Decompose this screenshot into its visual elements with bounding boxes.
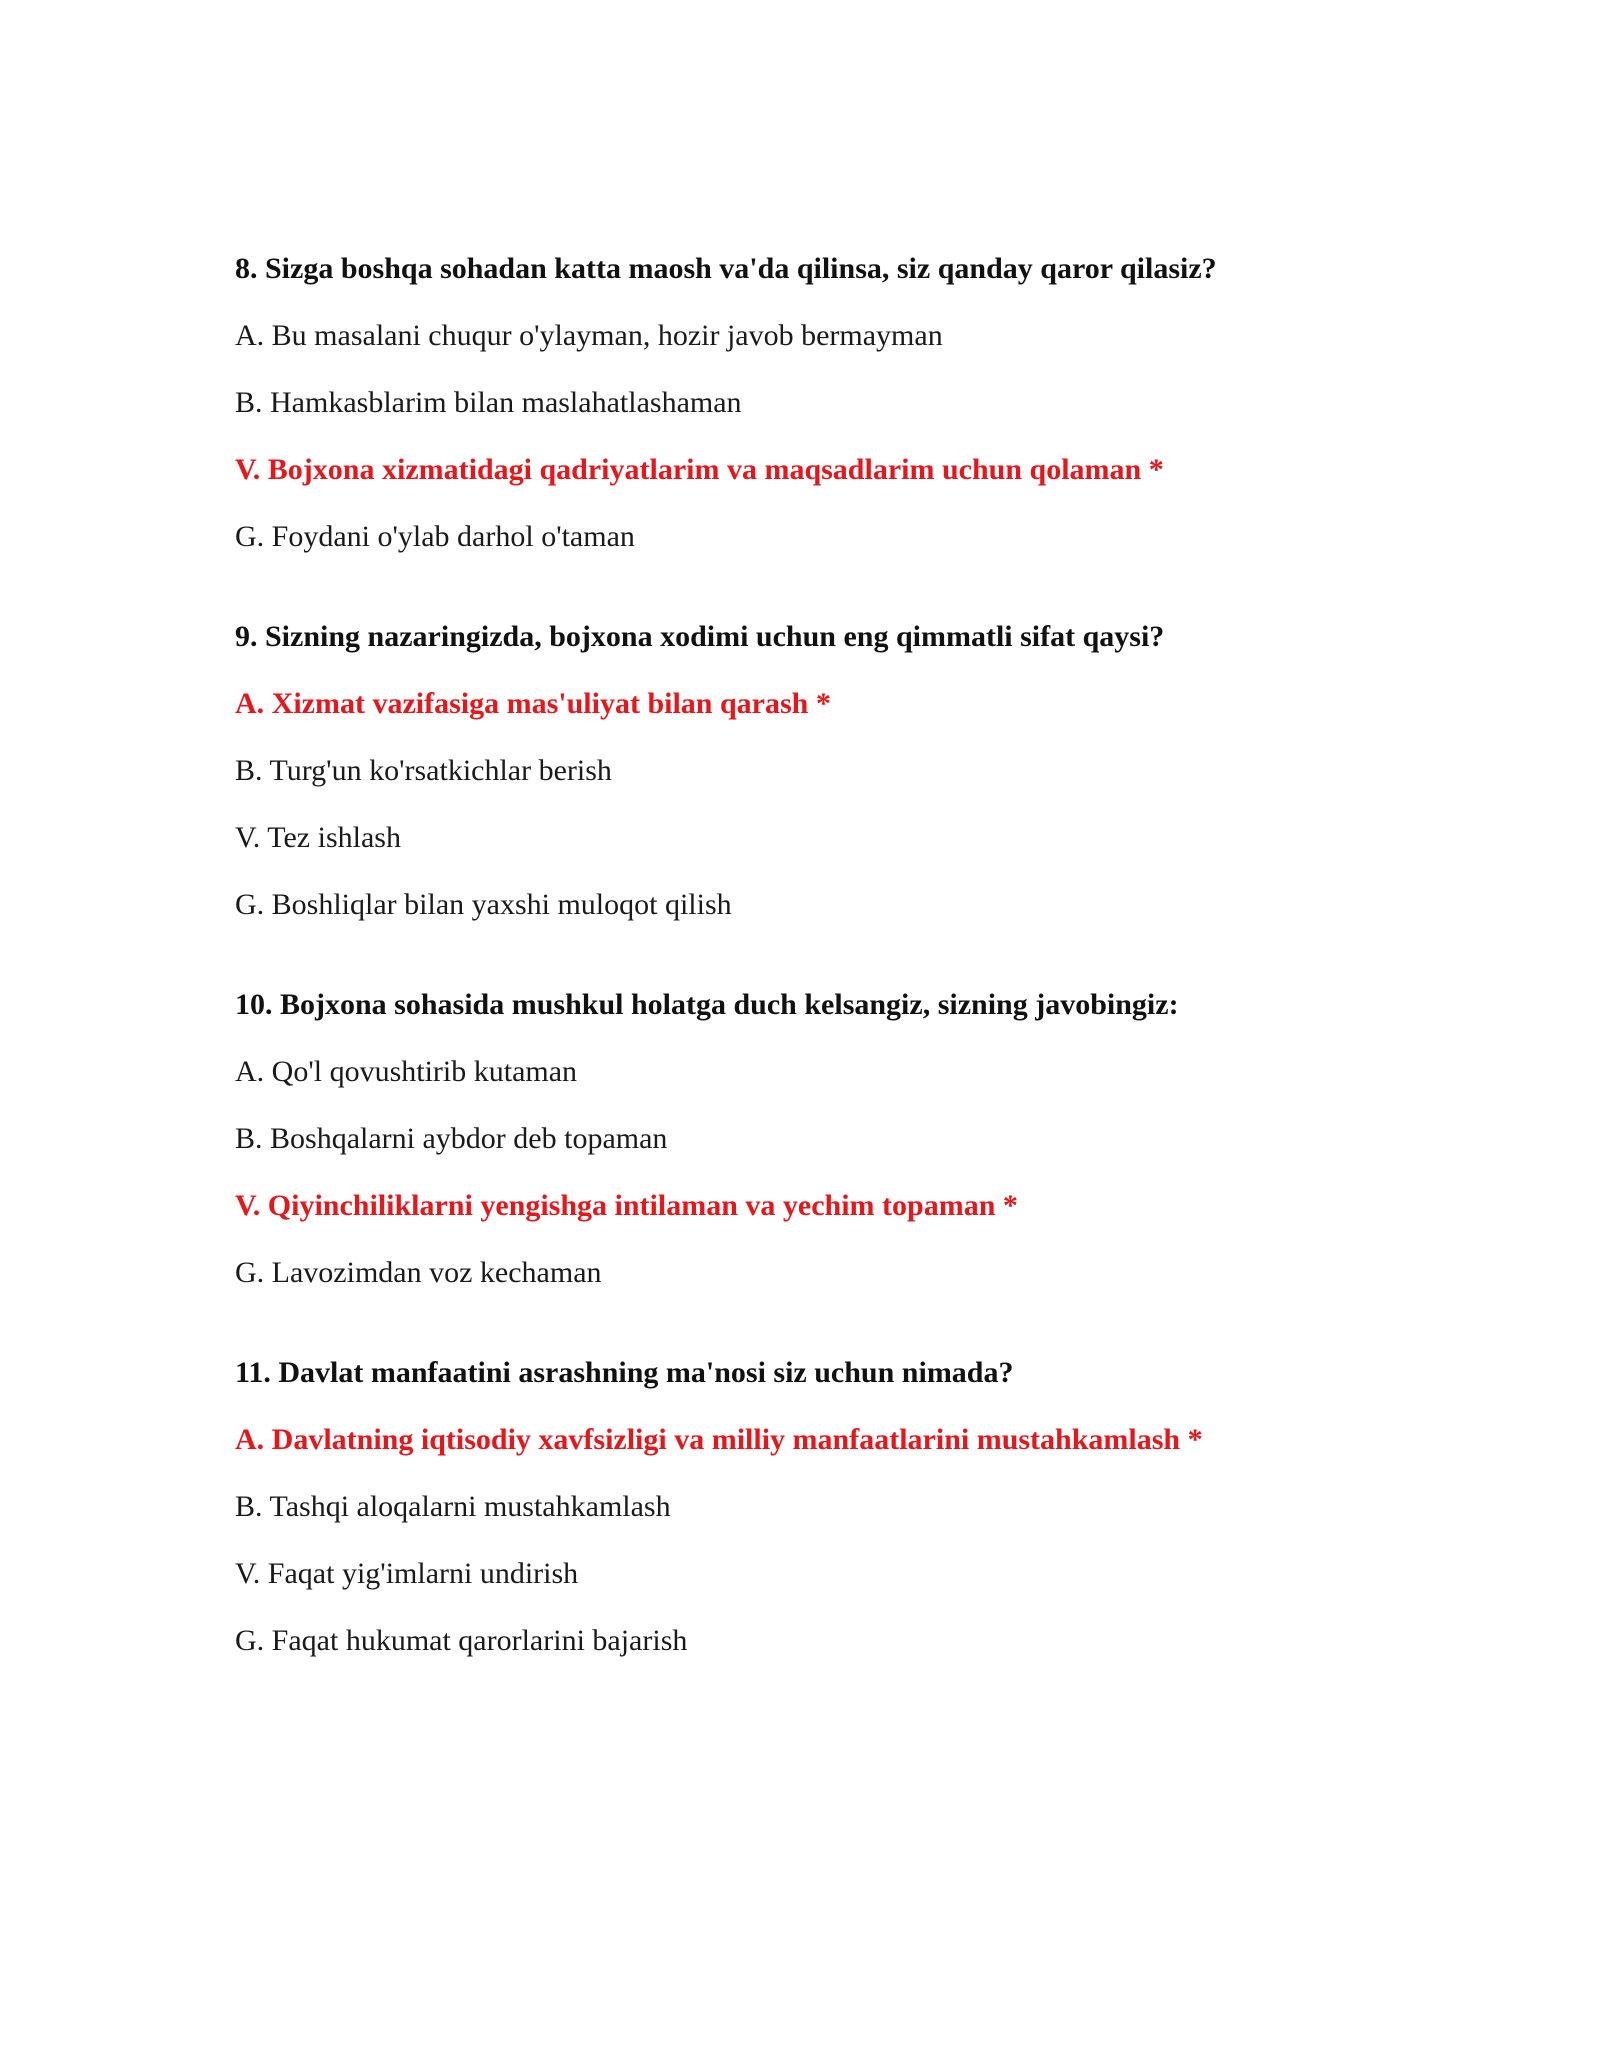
question-block-10	[235, 988, 1415, 1290]
question-text: 8. Sizga boshqa sohadan katta maosh va'da qilinsa, siz qanday qaror qilasiz?	[235, 252, 1217, 285]
answer-option: A. Bu masalani chuqur o'ylayman, hozir javob bermayman	[235, 319, 943, 352]
correct-answer-option: V. Bojxona xizmatidagi qadriyatlarim va maqsadlarim uchun qolaman *	[235, 453, 1164, 486]
answer-option: V. Tez ishlash	[235, 821, 401, 854]
question-list	[235, 252, 1415, 1724]
question-block-9	[235, 620, 1415, 922]
answer-option: B. Boshqalarni aybdor deb topaman	[235, 1122, 668, 1155]
question-text: 11. Davlat manfaatini asrashning ma'nosi siz uchun nimada?	[235, 1356, 1014, 1389]
question-text: 9. Sizning nazaringizda, bojxona xodimi uchun eng qimmatli sifat qaysi?	[235, 620, 1165, 653]
question-block-8	[235, 252, 1415, 554]
question-block-11	[235, 1356, 1415, 1658]
question-text: 10. Bojxona sohasida mushkul holatga duch kelsangiz, sizning javobingiz:	[235, 988, 1179, 1021]
correct-answer-option: V. Qiyinchiliklarni yengishga intilaman va yechim topaman *	[235, 1189, 1018, 1222]
answer-option: A. Qo'l qovushtirib kutaman	[235, 1055, 578, 1088]
answer-option: G. Faqat hukumat qarorlarini bajarish	[235, 1624, 688, 1657]
answer-option: G. Foydani o'ylab darhol o'taman	[235, 520, 635, 553]
correct-answer-option: A. Xizmat vazifasiga mas'uliyat bilan qarash *	[235, 687, 831, 720]
answer-option: B. Hamkasblarim bilan maslahatlashaman	[235, 386, 742, 419]
answer-option: B. Tashqi aloqalarni mustahkamlash	[235, 1490, 671, 1523]
correct-answer-option: A. Davlatning iqtisodiy xavfsizligi va milliy manfaatlarini mustahkamlash *	[235, 1423, 1203, 1456]
answer-option: B. Turg'un ko'rsatkichlar berish	[235, 754, 612, 787]
answer-option: V. Faqat yig'imlarni undirish	[235, 1557, 579, 1590]
answer-option: G. Lavozimdan voz kechaman	[235, 1256, 602, 1289]
answer-option: G. Boshliqlar bilan yaxshi muloqot qilish	[235, 888, 732, 921]
